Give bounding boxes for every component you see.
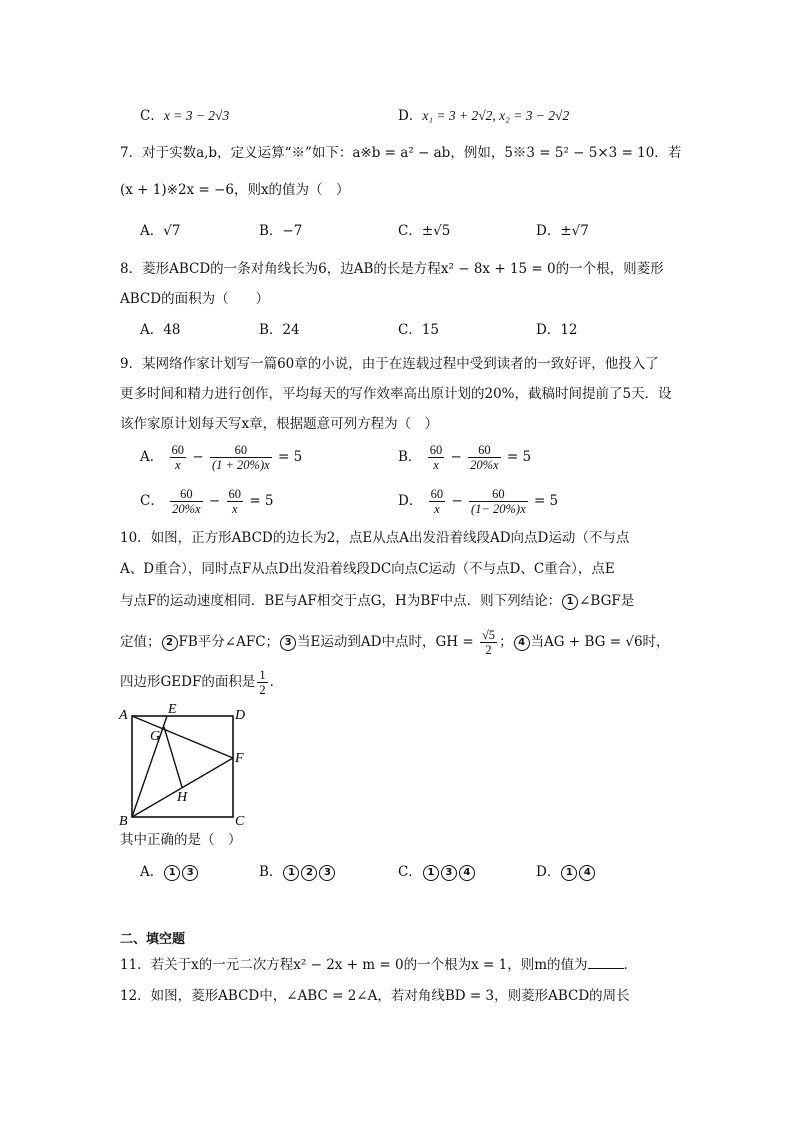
q9-stem-line3: 该作家原计划每天写x章，根据题意可列方程为（ ） <box>120 416 439 432</box>
denominator: x <box>434 502 440 516</box>
fraction <box>170 443 187 472</box>
q9-stem-line1 <box>120 354 659 374</box>
segment-bf <box>132 758 233 817</box>
q9-stem-line2: 更多时间和精力进行创作，平均每天的写作效率高出原计划的20%，截稿时间提前了5天．设 <box>120 386 672 402</box>
option-label: D． <box>536 864 561 880</box>
q11-stem <box>120 954 637 975</box>
label-b: B <box>119 814 128 829</box>
fraction <box>429 487 446 516</box>
numerator: 60 <box>170 487 202 502</box>
equals-five: = 5 <box>249 493 274 509</box>
denominator: 20%x <box>470 458 499 472</box>
circled-number: 4 <box>459 865 475 881</box>
circled-number: 3 <box>319 865 335 881</box>
q8-stem-line1 <box>120 259 664 279</box>
section-header-fill-in: 二、填空题 <box>120 932 186 947</box>
q10-question: 其中正确的是（ ） <box>120 832 242 848</box>
numerator: 60 <box>469 487 528 502</box>
answer-blank[interactable] <box>588 954 624 969</box>
q6-option-c[interactable] <box>140 106 229 126</box>
numerator: 60 <box>210 443 272 458</box>
circled-number: 1 <box>562 594 578 610</box>
q10-stem-line3 <box>120 591 634 611</box>
q7-option-b[interactable]: B．−7 <box>259 223 303 239</box>
fraction <box>170 487 202 516</box>
denominator: x <box>175 458 181 472</box>
segment-af <box>132 716 233 758</box>
denominator: (1− 20%)x <box>471 502 526 516</box>
denominator: 2 <box>259 683 266 697</box>
q8-option-a[interactable]: A．48 <box>140 322 181 338</box>
equals-five: = 5 <box>533 493 559 509</box>
option-label: C． <box>140 493 164 509</box>
denominator: 20%x <box>172 502 201 516</box>
fraction <box>468 443 500 472</box>
question-text: ． <box>623 957 637 973</box>
label-f: F <box>235 751 244 766</box>
text-segment: 与点F的运动速度相同．BE与AF相交于点G，H为BF中点．则下列结论： <box>120 593 562 609</box>
numerator: 60 <box>429 443 443 457</box>
question-number: 8． <box>120 261 143 277</box>
minus-sign: − <box>192 449 204 465</box>
q10-option-c[interactable] <box>398 862 476 882</box>
denominator: x <box>231 502 238 516</box>
q8-option-b[interactable]: B．24 <box>259 322 300 338</box>
circled-number: 1 <box>423 865 439 881</box>
numerator: 1 <box>259 668 266 682</box>
fraction <box>257 668 267 697</box>
q10-option-b[interactable] <box>259 862 336 882</box>
text-segment: ． <box>269 674 284 690</box>
circled-number: 1 <box>283 865 299 881</box>
fraction <box>428 443 445 472</box>
q7-option-a[interactable]: A．√7 <box>140 223 181 239</box>
equals-five: = 5 <box>277 449 303 465</box>
q10-option-d[interactable] <box>536 862 596 882</box>
circled-number: 3 <box>182 865 198 881</box>
label-g: G <box>150 729 161 744</box>
text-segment: 当AG + BG = √6时， <box>530 634 670 650</box>
text-segment: ； <box>499 634 513 650</box>
q9-option-b[interactable] <box>398 440 531 474</box>
q7-option-d[interactable]: D．±√7 <box>536 223 589 239</box>
fraction <box>469 487 528 516</box>
option-label: B． <box>398 449 422 465</box>
question-text: 11．若关于x的一元二次方程x² − 2x + m = 0的一个根为x = 1，则m的值为 <box>120 957 588 973</box>
q10-stem-line4 <box>120 624 670 660</box>
q9-option-a[interactable] <box>140 440 302 474</box>
label-d: D <box>235 708 246 723</box>
q8-option-c[interactable]: C．15 <box>398 322 440 338</box>
square-figure <box>116 700 266 830</box>
minus-sign: − <box>208 493 221 509</box>
option-label: A． <box>140 864 164 880</box>
text-segment: FB平分∠AFC； <box>178 634 280 650</box>
option-label: C． <box>140 108 164 124</box>
circled-number: 4 <box>579 865 595 881</box>
circled-number: 3 <box>441 865 457 881</box>
denominator: (1 + 20%)x <box>211 458 270 472</box>
circled-number: 2 <box>162 635 178 651</box>
question-text: 菱形ABCD的一条对角线长为6，边AB的长是方程x² − 8x + 15 = 0的一个根，则菱形 <box>142 261 664 277</box>
equals-five: = 5 <box>506 449 532 465</box>
q9-option-d[interactable] <box>398 484 558 518</box>
q7-stem-line1 <box>120 143 681 163</box>
circled-number: 1 <box>164 865 180 881</box>
question-text: 如图，正方形ABCD的边长为2，点E从点A出发沿着线段AD向点D运动（不与点 <box>150 530 630 546</box>
label-e: E <box>168 702 177 717</box>
fraction <box>227 487 244 516</box>
minus-sign: − <box>450 449 462 465</box>
option-label: D． <box>398 108 423 124</box>
q10-stem-line1 <box>120 528 629 548</box>
denominator: 2 <box>485 643 492 657</box>
option-label: A． <box>140 449 164 465</box>
fraction <box>480 628 497 657</box>
fraction <box>210 443 272 472</box>
q10-option-a[interactable] <box>140 862 199 882</box>
q7-stem-line2: (x + 1)※2x = −6，则x的值为（ ） <box>120 182 350 198</box>
numerator: 60 <box>468 443 500 458</box>
question-text: 对于实数a,b，定义运算“※”如下：a※b = a² − ab，例如，5※3 = 5² − 5×3 = 10．若 <box>142 145 682 161</box>
circled-number: 1 <box>561 865 577 881</box>
label-a: A <box>119 708 128 723</box>
minus-sign: − <box>451 493 463 509</box>
q6-option-d[interactable] <box>398 106 569 126</box>
option-label: C． <box>398 864 422 880</box>
text-segment: ∠BGF是 <box>579 593 635 609</box>
q10-stem-line5 <box>120 666 283 698</box>
text-segment: 当E运动到AD中点时，GH = <box>297 634 478 650</box>
circled-number: 2 <box>301 865 317 881</box>
q10-stem-line2: A、D重合），同时点F从点D出发沿着线段DC向点C运动（不与点D、C重合），点E <box>120 561 615 577</box>
label-c: C <box>235 814 245 829</box>
numerator: √5 <box>481 628 496 642</box>
q9-option-c[interactable] <box>140 484 274 518</box>
q8-option-d[interactable]: D．12 <box>536 322 578 338</box>
question-text: 某网络作家计划写一篇60章的小说，由于在连载过程中受到读者的一致好评，他投入了 <box>142 356 659 372</box>
option-label: D． <box>398 493 423 509</box>
option-label: B． <box>259 864 283 880</box>
text-segment: 定值； <box>120 634 161 650</box>
numerator: 60 <box>430 487 444 501</box>
question-number: 10． <box>120 530 151 546</box>
option-text: x = 3 − 2√3 <box>163 108 230 123</box>
question-number: 7． <box>120 145 143 161</box>
denominator: x <box>433 458 439 472</box>
q7-option-c[interactable]: C．±√5 <box>398 223 451 239</box>
circled-number: 4 <box>514 635 530 651</box>
text-segment: 四边形GEDF的面积是 <box>120 674 256 690</box>
numerator: 60 <box>228 487 242 501</box>
numerator: 60 <box>171 443 185 457</box>
question-number: 9． <box>120 356 143 372</box>
label-h: H <box>177 790 188 805</box>
q8-stem-line2: ABCD的面积为（ ） <box>120 291 270 307</box>
circled-number: 3 <box>280 635 296 651</box>
q12-stem: 12．如图，菱形ABCD中，∠ABC = 2∠A，若对角线BD = 3，则菱形ABCD的周长 <box>120 988 630 1004</box>
option-text: x₁ = 3 + 2√2, x₂ = 3 − 2√2 <box>422 108 570 123</box>
